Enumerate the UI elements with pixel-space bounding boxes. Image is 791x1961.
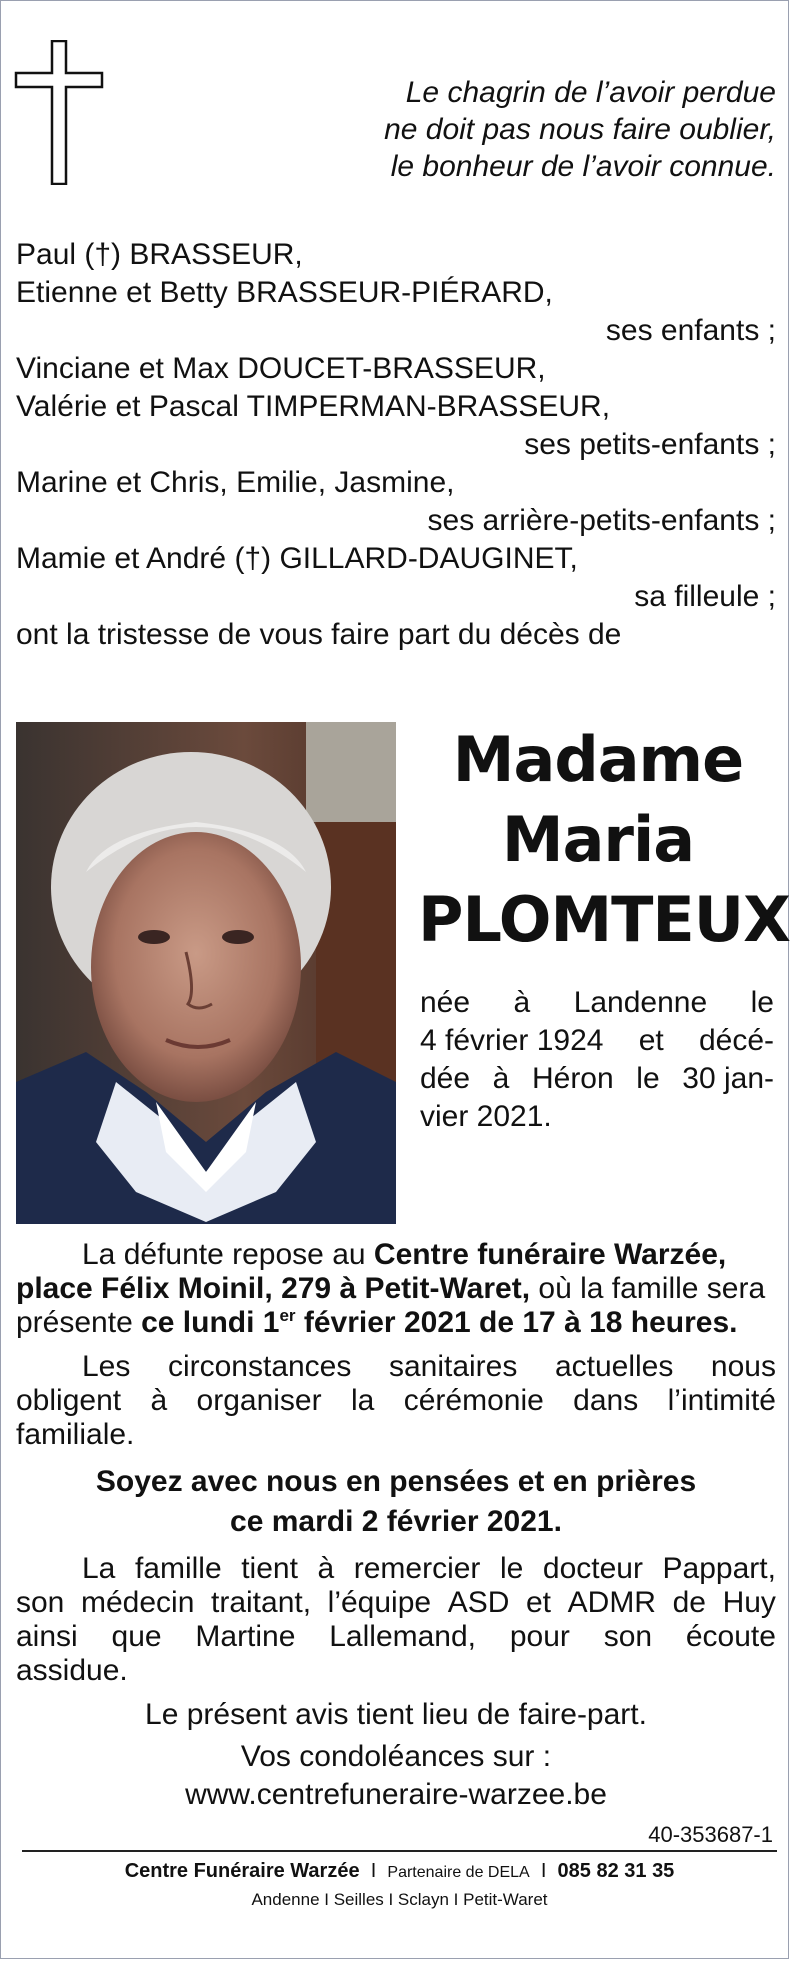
footer-company: Centre Funéraire Warzée — [124, 1860, 360, 1882]
condolences-label: Vos condoléances sur : — [240, 1740, 552, 1773]
visitation-paragraph: La défunte repose au Centre funéraire Warzée, place Félix Moinil, 279 à Petit-Waret, où la famille sera présente ce lundi 1er février 2021 de 17 à 18 heures. — [16, 1238, 766, 1339]
birth-death-info — [420, 984, 774, 1136]
family-member: Marine et Chris, Emilie, Jasmine, — [16, 466, 455, 499]
deceased-name — [418, 720, 790, 960]
reference-number: 40-353687-1 — [648, 1822, 773, 1847]
family-member: Vinciane et Max DOUCET-BRASSEUR, — [16, 352, 546, 385]
footer-phone: 085 82 31 35 — [557, 1860, 675, 1882]
family-member: Mamie et André (†) GILLARD-DAUGINET, — [16, 542, 578, 575]
notice-body — [16, 1238, 776, 1812]
family-relation: ses arrière-petits-enfants ; — [427, 504, 776, 537]
visitation-date: ce lundi 1er février 2021 de 17 à 18 heures. — [141, 1306, 738, 1339]
footer-partner: Partenaire de DELA — [387, 1864, 530, 1881]
footer-separator: I — [370, 1860, 377, 1882]
thanks-paragraph: La famille tient à remercier le docteur Pappart, son médecin traitant, l’équipe ASD et ADMR de Huy ainsi que Martine Lallemand, pour son écoute assidue. — [16, 1552, 776, 1687]
footer-divider — [22, 1850, 777, 1852]
faire-part-note: Le présent avis tient lieu de faire-part. — [145, 1698, 647, 1731]
funeral-home-address: place Félix Moinil, 279 à Petit-Waret, — [16, 1272, 531, 1305]
quote-line: Le chagrin de l’avoir perdue — [405, 76, 776, 109]
footer-company-line — [22, 1860, 777, 1883]
deceased-last-name: PLOMTEUX — [418, 883, 790, 956]
deceased-title: Madame — [452, 723, 744, 796]
birth-death-line: née à Landenne le — [420, 986, 774, 1019]
family-member: Valérie et Pascal TIMPERMAN-BRASSEUR, — [16, 390, 611, 423]
family-member: Paul (†) BRASSEUR, — [16, 238, 303, 271]
family-relation: ses petits-enfants ; — [524, 428, 776, 461]
quote-line: le bonheur de l’avoir connue. — [390, 150, 776, 183]
family-relation: sa filleule ; — [634, 580, 776, 613]
cross-icon — [14, 40, 104, 185]
birth-death-line: 4 février 1924 et décé- — [420, 1024, 774, 1057]
family-member: Etienne et Betty BRASSEUR-PIÉRARD, — [16, 276, 553, 309]
family-member: ont la tristesse de vous faire part du décès de — [16, 618, 622, 651]
condolences-url[interactable]: www.centrefuneraire-warzee.be — [185, 1778, 607, 1811]
deceased-first-name: Maria — [501, 803, 695, 876]
footer-locations: Andenne I Seilles I Sclayn I Petit-Waret — [251, 1890, 548, 1909]
quote-line: ne doit pas nous faire oublier, — [384, 113, 776, 146]
family-list — [16, 236, 776, 654]
prayer-paragraph: Soyez avec nous en pensées et en prières ce mardi 2 février 2021. — [95, 1465, 697, 1538]
birth-death-line: vier 2021. — [420, 1100, 552, 1133]
deceased-portrait-photo — [16, 722, 396, 1224]
funeral-home-name: Centre funéraire Warzée, — [373, 1238, 727, 1271]
footer-separator: I — [540, 1860, 547, 1882]
family-relation: ses enfants ; — [605, 314, 776, 347]
birth-death-line: dée à Héron le 30 jan- — [420, 1062, 774, 1095]
ceremony-paragraph: Les circonstances sanitaires actuelles nous obligent à organiser la cérémonie dans l’intimité familiale. — [16, 1350, 776, 1451]
epigraph-quote — [250, 74, 776, 185]
